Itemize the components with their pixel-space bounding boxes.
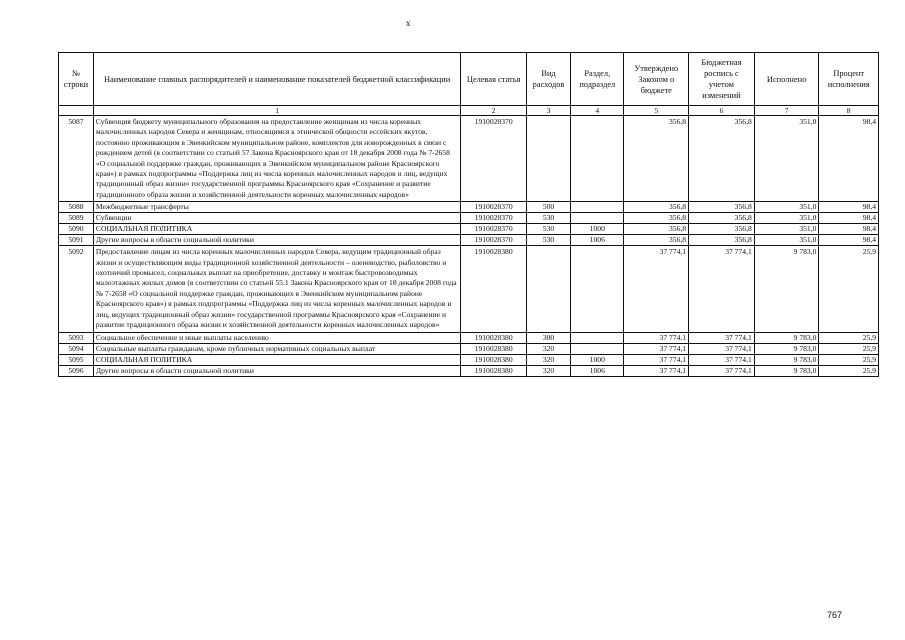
table-row [59, 246, 879, 332]
row-expense-type: 530 [526, 235, 570, 246]
row-executed: 9 783,0 [754, 365, 819, 376]
row-section [571, 213, 624, 224]
row-number: 5093 [59, 332, 94, 343]
row-percent: 25,9 [819, 354, 879, 365]
column-numbers-row [59, 106, 879, 116]
row-approved: 356,8 [624, 213, 689, 224]
row-executed: 351,0 [754, 235, 819, 246]
row-executed: 351,0 [754, 202, 819, 213]
row-expense-type: 530 [526, 213, 570, 224]
row-approved: 356,8 [624, 202, 689, 213]
row-target: 1910028370 [461, 235, 527, 246]
row-target: 1910028380 [461, 332, 527, 343]
header-row [59, 53, 879, 106]
row-section: 1000 [571, 224, 624, 235]
row-number: 5095 [59, 354, 94, 365]
row-approved: 356,8 [624, 224, 689, 235]
row-expense-type: 320 [526, 343, 570, 354]
row-expense-type: 530 [526, 224, 570, 235]
row-name: Социальное обеспечение и иные выплаты населению [93, 332, 460, 343]
row-percent: 98,4 [819, 116, 879, 202]
row-budget-list: 356,8 [689, 213, 755, 224]
row-expense-type [526, 116, 570, 202]
table-row [59, 332, 879, 343]
table-row [59, 354, 879, 365]
row-target: 1910028370 [461, 202, 527, 213]
row-name: Межбюджетные трансферты [93, 202, 460, 213]
row-name: Субвенция бюджету муниципального образования на предоставление женщинам из числа коренных малочисленных народов Севера и женщинам, относящимся к этнической общности ессейских якутов, постоянно проживающим в Эвенкийском муниципальном районе, комплектов для новорожденных в связи с рождением детей (в соответствии со статьей 57 Закона Красноярского края от 18 декабря 2008 года № 7-2658 «О социальной поддержке граждан, проживающих в Эвенкийском муниципальном районе Красноярского края») в рамках подпрограммы «Поддержка лиц из числа коренных малочисленных народов и лиц, ведущих традиционный образ жизни» государственной программы Красноярского края «Сохранение и развитие традиционного образа жизни и хозяйственной деятельности коренных малочисленных народов» [93, 116, 460, 202]
column-number: 2 [461, 106, 527, 116]
row-section [571, 116, 624, 202]
table-row [59, 365, 879, 376]
column-number: 7 [754, 106, 819, 116]
row-budget-list: 37 774,1 [689, 365, 755, 376]
row-target: 1910028380 [461, 365, 527, 376]
row-approved: 37 774,1 [624, 246, 689, 332]
column-number: 4 [571, 106, 624, 116]
row-expense-type: 300 [526, 332, 570, 343]
row-name: Предоставление лицам из числа коренных малочисленных народов Севера, ведущим традиционный образ жизни и осуществляющим виды традиционной хозяйственной деятельности – оленеводство, рыболовство и охотничий промысел, социальных выплат на приобретение, доставку и монтаж быстровозводимых малоэтажных жилых домов (в соответствии со статьей 55.1 Закона Красноярского края от 18 декабря 2008 года № 7-2658 «О социальной поддержке граждан, проживающих в Эвенкийском муниципальном районе Красноярского края») в рамках подпрограммы «Поддержка лиц из числа коренных малочисленных народов и лиц, ведущих традиционный образ жизни» государственной программы Красноярского края «Сохранение и развитие традиционного образа жизни и хозяйственной деятельности коренных малочисленных народов» [93, 246, 460, 332]
row-approved: 356,8 [624, 235, 689, 246]
header-approved: Утверждено Законом о бюджете [624, 53, 689, 106]
header-percent: Процент исполнения [819, 53, 879, 106]
row-executed: 9 783,0 [754, 246, 819, 332]
column-number: 5 [624, 106, 689, 116]
row-target: 1910028370 [461, 224, 527, 235]
column-number: 3 [526, 106, 570, 116]
row-percent: 98,4 [819, 202, 879, 213]
row-number: 5094 [59, 343, 94, 354]
row-executed: 9 783,0 [754, 343, 819, 354]
row-percent: 25,9 [819, 365, 879, 376]
row-number: 5092 [59, 246, 94, 332]
row-executed: 351,0 [754, 224, 819, 235]
column-number: 6 [689, 106, 755, 116]
row-section [571, 332, 624, 343]
row-percent: 98,4 [819, 235, 879, 246]
row-executed: 351,0 [754, 116, 819, 202]
table-row [59, 224, 879, 235]
table-row [59, 235, 879, 246]
stray-mark: x [406, 18, 411, 28]
row-name: Социальные выплаты гражданам, кроме публичных нормативных социальных выплат [93, 343, 460, 354]
row-budget-list: 37 774,1 [689, 246, 755, 332]
row-expense-type [526, 246, 570, 332]
row-section [571, 202, 624, 213]
header-name: Наименование главных распорядителей и наименование показателей бюджетной классификации [93, 53, 460, 106]
row-executed: 351,0 [754, 213, 819, 224]
row-number: 5088 [59, 202, 94, 213]
row-budget-list: 356,8 [689, 202, 755, 213]
row-section: 1006 [571, 235, 624, 246]
row-executed: 9 783,0 [754, 332, 819, 343]
table-row [59, 202, 879, 213]
row-target: 1910028380 [461, 354, 527, 365]
row-executed: 9 783,0 [754, 354, 819, 365]
row-budget-list: 356,8 [689, 224, 755, 235]
page-number: 767 [826, 610, 842, 620]
column-number: 1 [93, 106, 460, 116]
row-target: 1910028380 [461, 343, 527, 354]
header-section: Раздел, подраздел [571, 53, 624, 106]
row-budget-list: 356,8 [689, 235, 755, 246]
row-budget-list: 356,8 [689, 116, 755, 202]
row-approved: 37 774,1 [624, 343, 689, 354]
header-budget-list: Бюджетная роспись с учетом изменений [689, 53, 755, 106]
header-executed: Исполнено [754, 53, 819, 106]
row-budget-list: 37 774,1 [689, 354, 755, 365]
budget-table [58, 52, 879, 377]
row-number: 5090 [59, 224, 94, 235]
row-name: Другие вопросы в области социальной политики [93, 365, 460, 376]
row-target: 1910028370 [461, 116, 527, 202]
row-target: 1910028370 [461, 213, 527, 224]
row-percent: 98,4 [819, 224, 879, 235]
row-approved: 356,8 [624, 116, 689, 202]
row-section: 1006 [571, 365, 624, 376]
row-percent: 25,9 [819, 246, 879, 332]
row-section: 1000 [571, 354, 624, 365]
row-budget-list: 37 774,1 [689, 332, 755, 343]
row-percent: 98,4 [819, 213, 879, 224]
table-row [59, 116, 879, 202]
row-percent: 25,9 [819, 343, 879, 354]
row-approved: 37 774,1 [624, 332, 689, 343]
row-name: Другие вопросы в области социальной политики [93, 235, 460, 246]
row-expense-type: 500 [526, 202, 570, 213]
table-row [59, 213, 879, 224]
row-section [571, 343, 624, 354]
row-number: 5091 [59, 235, 94, 246]
row-expense-type: 320 [526, 354, 570, 365]
row-expense-type: 320 [526, 365, 570, 376]
row-section [571, 246, 624, 332]
row-number: 5087 [59, 116, 94, 202]
row-name: Субвенции [93, 213, 460, 224]
column-number: 8 [819, 106, 879, 116]
row-number: 5096 [59, 365, 94, 376]
header-row-no: № строки [59, 53, 94, 106]
row-budget-list: 37 774,1 [689, 343, 755, 354]
row-approved: 37 774,1 [624, 365, 689, 376]
header-target: Целевая статья [461, 53, 527, 106]
table-row [59, 343, 879, 354]
header-expense-type: Вид расходов [526, 53, 570, 106]
row-approved: 37 774,1 [624, 354, 689, 365]
row-percent: 25,9 [819, 332, 879, 343]
row-number: 5089 [59, 213, 94, 224]
row-name: СОЦИАЛЬНАЯ ПОЛИТИКА [93, 354, 460, 365]
row-name: СОЦИАЛЬНАЯ ПОЛИТИКА [93, 224, 460, 235]
column-number [59, 106, 94, 116]
row-target: 1910028380 [461, 246, 527, 332]
